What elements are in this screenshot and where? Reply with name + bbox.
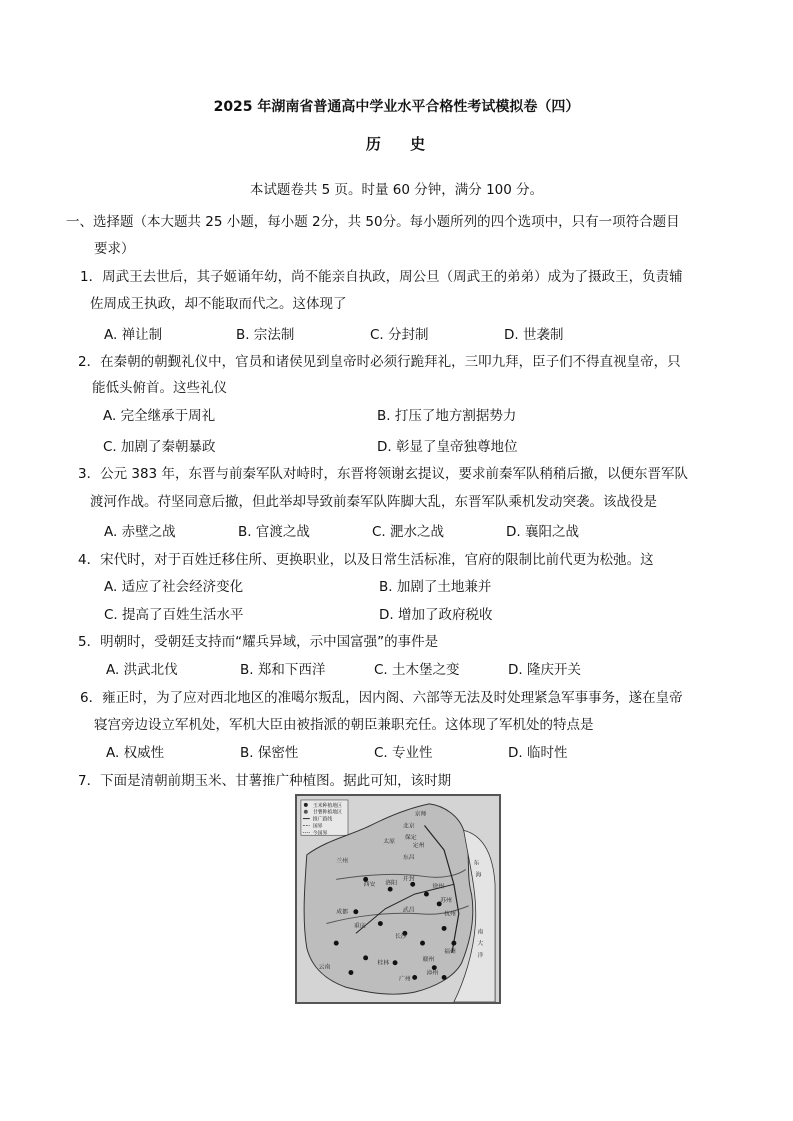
q4-option-a[interactable]: A. 适应了社会经济变化 (104, 579, 244, 595)
map-place-label: 长沙 (395, 934, 407, 941)
map-place-label: 东昌 (402, 854, 415, 861)
exam-title: 2025 年湖南省普通高中学业水平合格性考试模拟卷（四） (213, 99, 580, 115)
map-svg (297, 796, 499, 1002)
q6-option-b[interactable]: B. 保密性 (240, 745, 299, 761)
map-place-label: 洋 (477, 952, 484, 959)
map-place-label: 洛阳 (385, 880, 398, 887)
q3-option-b[interactable]: B. 官渡之战 (238, 524, 310, 540)
map-place-label: 开封 (402, 876, 415, 883)
map-place-label: 西安 (363, 882, 376, 889)
q1-option-d[interactable]: D. 世袭制 (504, 327, 564, 343)
legend-corn: 玉米种植地区 (312, 802, 343, 809)
crop-spread-map (295, 794, 501, 1004)
map-place-label: 太原 (383, 839, 396, 846)
map-place-label: 成都 (336, 909, 348, 916)
subject-char-1: 历 (365, 135, 383, 153)
q4-option-c[interactable]: C. 提高了百姓生活水平 (104, 607, 244, 623)
map-place-label: 杭州 (444, 911, 456, 918)
map-place-label: 赣州 (422, 956, 435, 963)
map-place-label: 大 (477, 941, 484, 948)
legend-sweet-potato: 甘薯种植地区 (312, 809, 343, 816)
q2-stem-line2: 能低头俯首。这些礼仪 (92, 380, 227, 396)
q5-option-b[interactable]: B. 郑和下西洋 (240, 662, 326, 678)
subject-char-2: 史 (410, 135, 428, 153)
section-heading-line1: 一、选择题（本大题共 25 小题，每小题 2分，共 50分。每小题所列的四个选项中，只有一项符合题目 (66, 214, 680, 230)
section-heading-line2: 要求） (94, 241, 135, 257)
q6-option-d[interactable]: D. 临时性 (508, 745, 568, 761)
map-place-label: 桂林 (377, 960, 390, 967)
map-place-label: 福州 (444, 948, 456, 955)
q1-option-a[interactable]: A. 禅让制 (104, 327, 163, 343)
q3-option-c[interactable]: C. 淝水之战 (372, 524, 445, 540)
q6-stem-line1: 6．雍正时，为了应对西北地区的准噶尔叛乱，因内阁、六部等无法及时处理紧急军事事务，遂在皇帝 (80, 690, 683, 706)
q2-option-c[interactable]: C. 加剧了秦朝暴政 (103, 439, 216, 455)
q4-stem-line1: 4．宋代时，对于百姓迁移住所、更换职业，以及日常生活标准，官府的限制比前代更为松弛。这 (78, 552, 654, 568)
map-place-label: 广州 (398, 976, 411, 983)
q1-option-b[interactable]: B. 宗法制 (236, 327, 295, 343)
map-place-label: 北京 (402, 823, 415, 830)
map-place-label: 保定 (404, 835, 417, 842)
q1-stem-line1: 1．周武王去世后，其子姬诵年幼，尚不能亲自执政，周公旦（周武王的弟弟）成为了摄政王，负责辅 (80, 269, 683, 285)
map-place-label: 云南 (318, 964, 331, 971)
legend-route: 推广路线 (312, 816, 333, 823)
map-place-label: 东 (473, 860, 480, 867)
q6-stem-line2: 寝宫旁边设立军机处，军机大臣由被指派的朝臣兼职充任。这体现了军机处的特点是 (94, 717, 594, 733)
exam-info: 本试题卷共 5 页。时量 60 分钟，满分 100 分。 (249, 182, 544, 198)
q1-stem-line2: 佐周成王执政，却不能取而代之。这体现了 (90, 296, 347, 312)
subject-title (0, 133, 793, 154)
map-place-label: 兰州 (336, 858, 348, 865)
map-place-label: 重庆 (353, 923, 366, 930)
map-place-label: 苏州 (440, 897, 452, 904)
q3-stem-line1: 3．公元 383 年，东晋与前秦军队对峙时，东晋将领谢玄提议，要求前秦军队稍稍后撤，以便东晋军队 (78, 466, 688, 482)
map-place-label: 徐州 (432, 884, 445, 891)
legend-border: 国界 (312, 823, 323, 830)
q5-option-a[interactable]: A. 洪武北伐 (106, 662, 178, 678)
q5-stem-line1: 5．明朝时，受朝廷支持而“耀兵异域，示中国富强”的事件是 (78, 634, 439, 650)
map-place-label: 武昌 (402, 907, 415, 914)
q6-option-c[interactable]: C. 专业性 (374, 745, 433, 761)
q5-option-c[interactable]: C. 土木堡之变 (374, 662, 460, 678)
q3-option-d[interactable]: D. 襄阳之战 (506, 524, 579, 540)
q4-option-d[interactable]: D. 增加了政府税收 (379, 607, 493, 623)
q2-option-a[interactable]: A. 完全继承于周礼 (103, 408, 216, 424)
map-place-label: 海 (475, 872, 482, 879)
q7-stem-line1: 7．下面是清朝前期玉米、甘薯推广种植图。据此可知，该时期 (78, 773, 452, 789)
q3-stem-line2: 渡河作战。苻坚同意后撤，但此举却导致前秦军队阵脚大乱，东晋军队乘机发动突袭。该战役是 (90, 494, 657, 510)
map-place-label: 南 (477, 929, 484, 936)
q2-option-b[interactable]: B. 打压了地方割据势力 (377, 408, 517, 424)
q5-option-d[interactable]: D. 隆庆开关 (508, 662, 581, 678)
q1-option-c[interactable]: C. 分封制 (370, 327, 429, 343)
legend-current-border: 今国界 (312, 830, 328, 837)
q2-stem-line1: 2．在秦朝的朝觐礼仪中，官员和诸侯见到皇帝时必须行跪拜礼，三叩九拜，臣子们不得直视皇帝，只 (78, 354, 681, 370)
q3-option-a[interactable]: A. 赤壁之战 (104, 524, 176, 540)
q6-option-a[interactable]: A. 权威性 (106, 745, 165, 761)
q4-option-b[interactable]: B. 加剧了土地兼并 (379, 579, 492, 595)
map-place-label: 漳州 (426, 970, 439, 977)
map-place-label: 京师 (414, 811, 427, 818)
map-place-label: 定州 (412, 843, 425, 850)
q2-option-d[interactable]: D. 彰显了皇帝独尊地位 (377, 439, 518, 455)
